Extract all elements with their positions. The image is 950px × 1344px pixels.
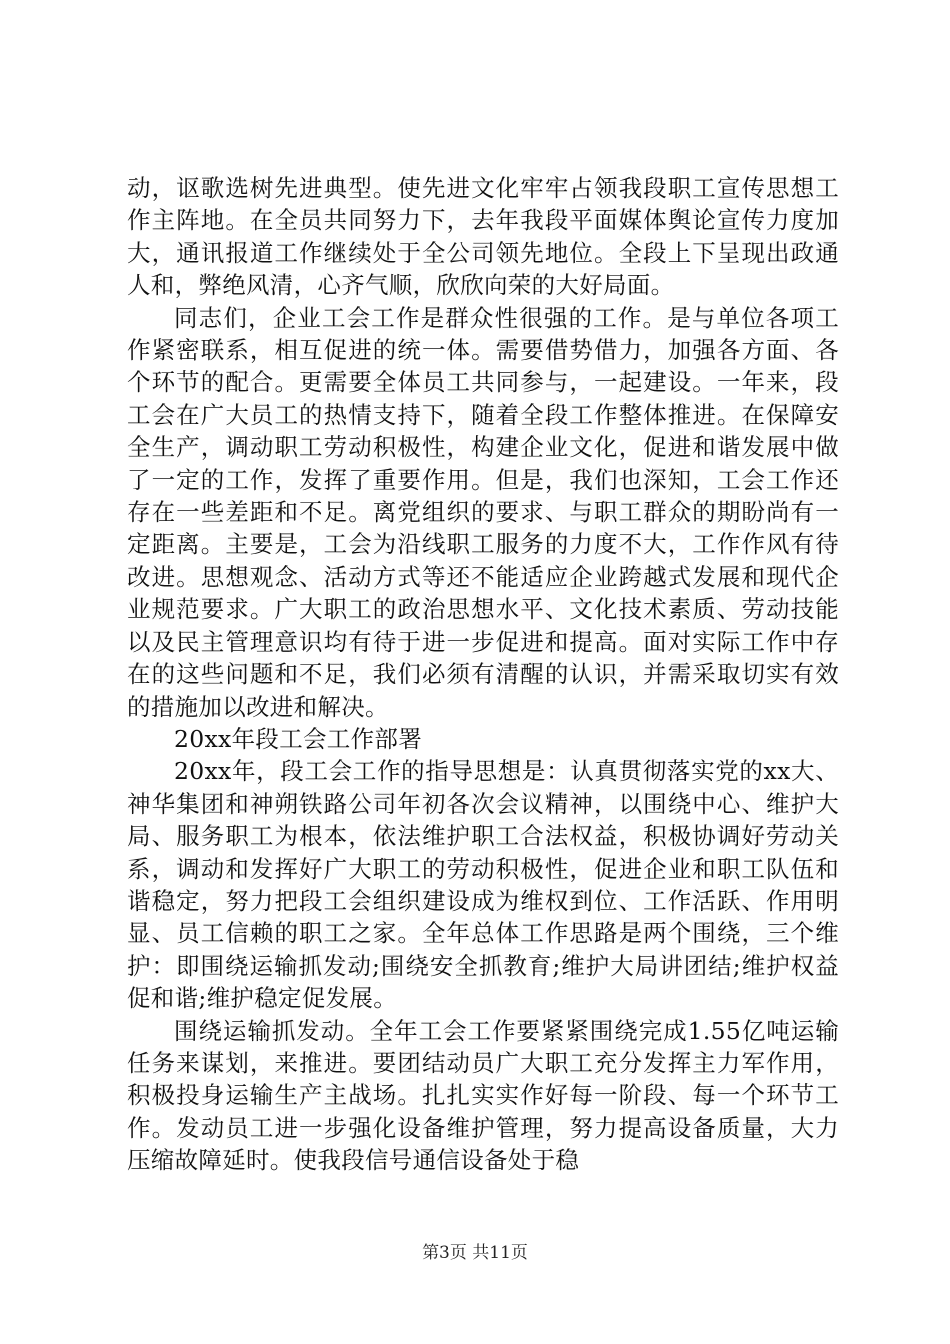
page-footer [0,1242,950,1264]
document-body [127,172,839,1177]
paragraph-1: 动，讴歌选树先进典型。使先进文化牢牢占领我段职工宣传思想工作主阵地。在全员共同努力下，去年我段平面媒体舆论宣传力度加大，通讯报道工作继续处于全公司领先地位。全段上下呈现出政通人和，弊绝风清，心齐气顺，欣欣向荣的大好局面。 [127,174,839,300]
section-heading: 20xx年段工会工作部署 [174,724,423,753]
paragraph-4: 围绕运输抓发动。全年工会工作要紧紧围绕完成1.55亿吨运输任务来谋划，来推进。要团结动员广大职工充分发挥主力军作用，积极投身运输生产主战场。扎扎实实作好每一阶段、每一个环节工作。发动员工进一步强化设备维护管理，努力提高设备质量，大力压缩故障延时。使我段信号通信设备处于稳 [127,1016,839,1175]
page-number-label: 第3页 共11页 [422,1243,528,1263]
paragraph-2: 同志们，企业工会工作是群众性很强的工作。是与单位各项工作紧密联系，相互促进的统一体。需要借势借力，加强各方面、各个环节的配合。更需要全体员工共同参与，一起建设。一年来，段工会在广大员工的热情支持下，随着全段工作整体推进。在保障安全生产，调动职工劳动积极性，构建企业文化，促进和谐发展中做了一定的工作，发挥了重要作用。但是，我们也深知，工会工作还存在一些差距和不足。离党组织的要求、与职工群众的期盼尚有一定距离。主要是，工会为沿线职工服务的力度不大，工作作风有待改进。思想观念、活动方式等还不能适应企业跨越式发展和现代企业规范要求。广大职工的政治思想水平、文化技术素质、劳动技能以及民主管理意识均有待于进一步促进和提高。面对实际工作中存在的这些问题和不足，我们必须有清醒的认识，并需采取切实有效的措施加以改进和解决。 [127,303,839,721]
paragraph-3: 20xx年，段工会工作的指导思想是：认真贯彻落实党的xx大、神华集团和神朔铁路公司年初各次会议精神，以围绕中心、维护大局、服务职工为根本，依法维护职工合法权益，积极协调好劳动关系，调动和发挥好广大职工的劳动积极性，促进企业和职工队伍和谐稳定，努力把段工会组织建设成为维权到位、工作活跃、作用明显、员工信赖的职工之家。全年总体工作思路是两个围绕，三个维护：即围绕运输抓发动;围绕安全抓教育;维护大局讲团结;维护权益促和谐;维护稳定促发展。 [127,757,839,1013]
